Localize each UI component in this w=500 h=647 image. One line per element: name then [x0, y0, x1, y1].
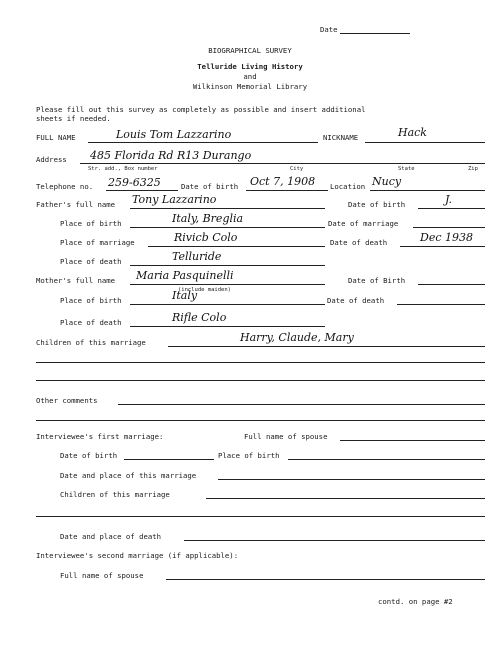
address-sub-city: City — [290, 166, 304, 172]
fm-date-place-line — [218, 479, 485, 480]
address-value[interactable]: 485 Florida Rd R13 Durango — [90, 149, 252, 162]
location-line — [370, 190, 485, 191]
father-dob-value[interactable]: J. — [445, 193, 453, 206]
father-name-label: Father's full name — [36, 200, 116, 209]
father-dod-line — [400, 246, 485, 247]
location-value[interactable]: Nucy — [372, 175, 402, 188]
address-label: Address — [36, 155, 67, 164]
father-pom-label: Place of marriage — [60, 238, 135, 247]
telephone-value[interactable]: 259-6325 — [108, 176, 161, 189]
children-value[interactable]: Harry, Claude, Mary — [240, 331, 354, 344]
full-name-line — [88, 142, 318, 143]
mother-pod-label: Place of death — [60, 318, 122, 327]
fm-dob-line — [124, 459, 214, 460]
mother-dod-line — [397, 304, 485, 305]
address-sub-zip: Zip — [468, 166, 478, 172]
father-dom-label: Date of marriage — [328, 219, 399, 228]
mother-name-note: (include maiden) — [178, 287, 231, 293]
father-name-line — [130, 208, 325, 209]
fm-children-line — [206, 498, 485, 499]
children-line-3 — [36, 380, 485, 381]
telephone-line — [106, 190, 178, 191]
father-pod-line — [130, 265, 325, 266]
father-pom-value[interactable]: Rivicb Colo — [174, 231, 238, 244]
mother-name-value[interactable]: Maria Pasquinelli — [136, 269, 234, 282]
father-pob-line — [130, 227, 325, 228]
fm-children-label: Children of this marriage — [60, 490, 170, 499]
mother-dod-label: Date of death — [327, 296, 385, 305]
children-label: Children of this marriage — [36, 338, 146, 347]
telephone-label: Telephone no. — [36, 182, 94, 191]
mother-name-line — [130, 284, 325, 285]
full-name-value[interactable]: Louis Tom Lazzarino — [116, 128, 232, 141]
full-name-label: FULL NAME — [36, 133, 76, 142]
father-dob-label: Date of birth — [348, 200, 406, 209]
mother-pod-line — [130, 326, 325, 327]
form-subtitle-1: Telluride Living History — [197, 62, 303, 71]
father-name-value[interactable]: Tony Lazzarino — [132, 193, 217, 206]
father-pob-value[interactable]: Italy, Breglia — [172, 212, 244, 225]
mother-dob-label: Date of Birth — [348, 276, 406, 285]
address-sub-state: State — [398, 166, 415, 172]
fm-dob-label: Date of birth — [60, 451, 118, 460]
father-pod-label: Place of death — [60, 257, 122, 266]
father-pom-line — [148, 246, 325, 247]
address-line — [80, 163, 485, 164]
instructions-line-1: Please fill out this survey as completely as possible and insert additional — [36, 105, 366, 114]
father-dod-label: Date of death — [330, 238, 388, 247]
other-comments-line-2 — [36, 420, 485, 421]
instructions-line-2: sheets if needed. — [36, 114, 111, 123]
sm-spouse-line — [166, 579, 485, 580]
mother-dob-line — [418, 284, 485, 285]
father-dob-line — [418, 208, 485, 209]
dob-line — [246, 190, 328, 191]
first-marriage-spouse-label: Full name of spouse — [244, 432, 328, 441]
second-marriage-label: Interviewee's second marriage (if applicable): — [36, 551, 239, 560]
father-pob-label: Place of birth — [60, 219, 122, 228]
mother-name-label: Mother's full name — [36, 276, 116, 285]
footer-contd: contd. on page #2 — [378, 597, 453, 606]
nickname-label: NICKNAME — [323, 133, 359, 142]
fm-pob-line — [288, 459, 485, 460]
first-marriage-label: Interviewee's first marriage: — [36, 432, 164, 441]
date-line — [340, 33, 410, 34]
mother-pob-label: Place of birth — [60, 296, 122, 305]
first-marriage-spouse-line — [340, 440, 485, 441]
nickname-line — [365, 142, 485, 143]
mother-pob-value[interactable]: Italy — [172, 289, 198, 302]
form-subtitle-2: Wilkinson Memorial Library — [192, 82, 308, 91]
form-title: BIOGRAPHICAL SURVEY — [208, 46, 292, 55]
other-comments-line — [118, 404, 485, 405]
fm-death-label: Date and place of death — [60, 532, 162, 541]
form-subtitle-and: and — [243, 72, 257, 81]
children-line — [168, 346, 485, 347]
fm-death-line — [184, 540, 485, 541]
sm-spouse-label: Full name of spouse — [60, 571, 144, 580]
children-line-2 — [36, 362, 485, 363]
father-dod-value[interactable]: Dec 1938 — [420, 231, 473, 244]
dob-label: Date of birth — [181, 182, 239, 191]
fm-children-line-2 — [36, 516, 485, 517]
other-comments-label: Other comments — [36, 396, 98, 405]
date-label: Date — [320, 25, 338, 34]
nickname-value[interactable]: Hack — [398, 126, 427, 139]
mother-pod-value[interactable]: Rifle Colo — [172, 311, 227, 324]
dob-value[interactable]: Oct 7, 1908 — [250, 175, 316, 188]
address-sub-street: Str. add., Box number — [88, 166, 158, 172]
fm-date-place-label: Date and place of this marriage — [60, 471, 197, 480]
fm-pob-label: Place of birth — [218, 451, 280, 460]
location-label: Location — [330, 182, 366, 191]
father-pod-value[interactable]: Telluride — [172, 250, 222, 263]
mother-pob-line — [130, 304, 325, 305]
father-dom-line — [413, 227, 485, 228]
